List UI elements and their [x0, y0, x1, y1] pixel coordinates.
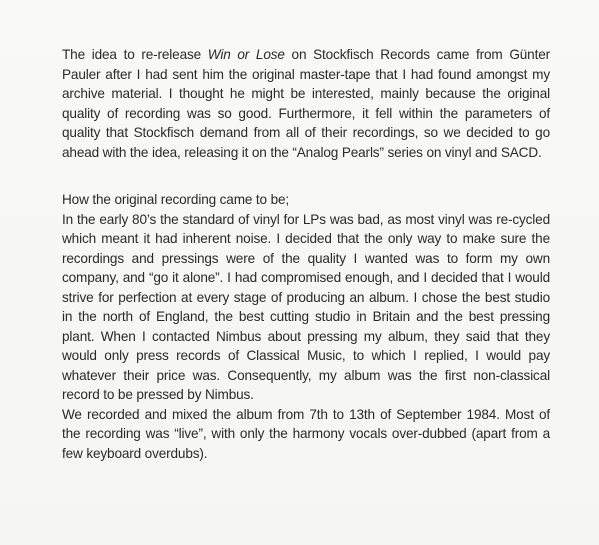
- paragraph-3: We recorded and mixed the album from 7th to 13th of September 1984. Most of the recording was “live”, with only the harmony vocals over-dubbed (apart from a few keyboard overdubs).: [62, 406, 550, 461]
- paragraph-1: [62, 45, 550, 162]
- section-heading: How the original recording came to be;: [62, 192, 290, 207]
- intro-paragraph: [62, 45, 550, 162]
- album-title: Win or Lose: [207, 47, 285, 62]
- paragraph-1-body: on Stockfisch Records came from Günter Pauler after I had sent him the original master-tape that I had found amongst my archive material. I thought he might be interested, mainly because the original quality of recording was so good. Furthermore, it fell within the parameters of quality that Stockfisch demand from all of their recordings, so we decided to go ahead with the idea, releasing it on the “Analog Pearls” series on vinyl and SACD.: [62, 47, 550, 160]
- history-section: [62, 190, 550, 463]
- paragraph-1-lead: The idea to re-release: [62, 47, 208, 62]
- paragraph-2: In the early 80’s the standard of vinyl for LPs was bad, as most vinyl was re-cycled which meant it had inherent noise. I decided that the only way to make sure the recordings and pressings were of the quality I wanted was to form my own company, and “go it alone”. I had compromised enough, and I decided that I would strive for perfection at every stage of producing an album. I chose the best studio in the north of England, the best cutting studio in Britain and the best pressing plant. When I contacted Nimbus about pressing my album, they said that they would only press records of Classical Music, to which I replied, I would pay whatever their price was. Consequently, my album was the first non-classical record to be pressed by Nimbus.: [62, 211, 550, 402]
